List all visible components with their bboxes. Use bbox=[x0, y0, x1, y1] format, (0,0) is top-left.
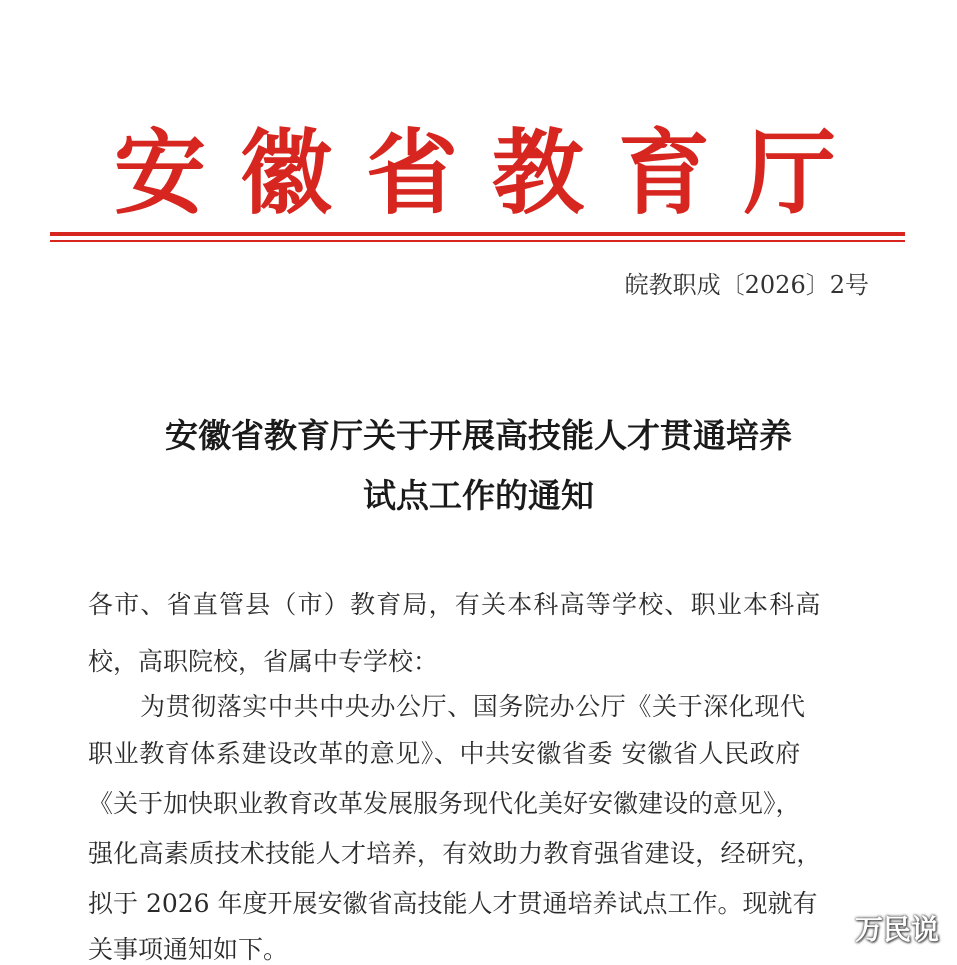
body-line: 校，高职院校，省属中专学校： bbox=[88, 647, 439, 676]
letterhead-red-rule-thick bbox=[50, 232, 905, 236]
body-line: 各市、省直管县（市）教育局，有关本科高等学校、职业本科高 bbox=[88, 590, 822, 619]
body-line: 强化高素质技术技能人才培养，有效助力教育强省建设，经研究， bbox=[88, 839, 822, 868]
body-line: 拟于 2026 年度开展安徽省高技能人才贯通培养试点工作。现就有 bbox=[88, 889, 818, 918]
body-line: 为贯彻落实中共中央办公厅、国务院办公厅《关于深化现代 bbox=[140, 692, 806, 721]
body-line: 关事项通知如下。 bbox=[88, 935, 289, 964]
document-number: 皖教职成〔2026〕2号 bbox=[624, 271, 869, 299]
watermark-text: 万民说 bbox=[854, 913, 939, 946]
document-title-line-2: 试点工作的通知 bbox=[363, 476, 594, 515]
letterhead-red-rule-thin bbox=[50, 240, 905, 242]
body-line: 《关于加快职业教育改革发展服务现代化美好安徽建设的意见》， bbox=[88, 789, 801, 818]
body-line: 职业教育体系建设改革的意见》、中共安徽省委 安徽省人民政府 bbox=[88, 739, 801, 768]
document-title-line-1: 安徽省教育厅关于开展高技能人才贯通培养 bbox=[165, 416, 792, 455]
letterhead-org-name: 安徽省教育厅 bbox=[113, 119, 870, 227]
